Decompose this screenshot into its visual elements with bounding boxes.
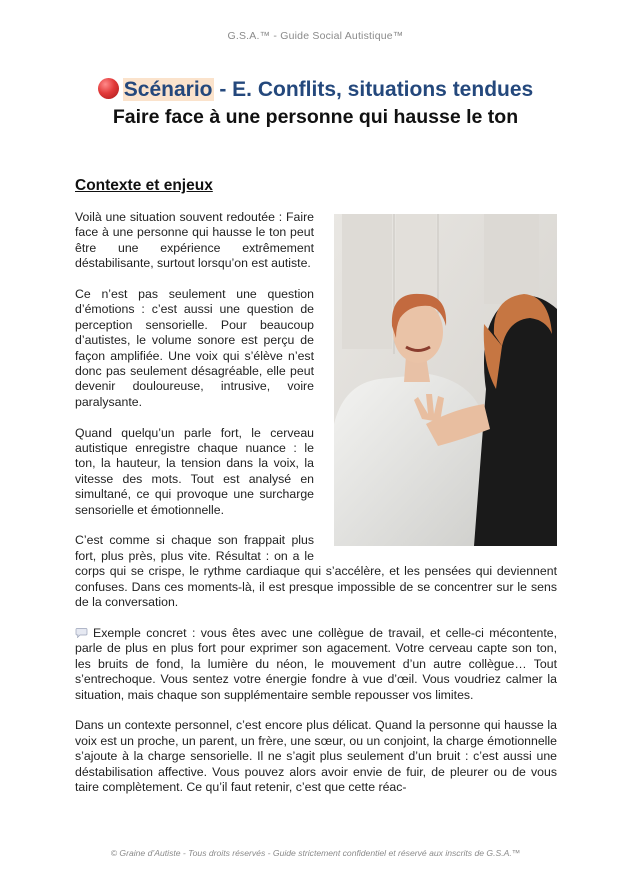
paragraph-3: Quand quelqu’un parle fort, le cerveau autistique enregistre chaque nuance : le ton, la hauteur, la tension dans la voix, la vitesse des mots. Tout est analysé en simultané, ce qui provoque une surcharge sensorielle et émotionnelle. [75,425,314,517]
page-header: G.S.A.™ - Guide Social Autistique™ [227,30,404,42]
paragraph-2: Ce n’est pas seulement une question d’émotions : c’est aussi une question de perception sensorielle. Pour beaucoup d’autistes, le volume sonore est perçu de façon amplifiée. Une voix qui s’élève n’est donc pas seulement désagréable, elle peut devenir douloureuse, intrusive, voire paralysante. [75,287,314,409]
red-circle-icon [98,78,119,99]
paragraph-5 [75,626,557,703]
body-text [75,210,557,811]
speech-bubble-icon [75,628,88,638]
conflict-photo-illustration [334,214,557,546]
page-subtitle: Faire face à une personne qui hausse le ton [112,106,519,128]
scenario-label: Scénario [123,78,213,101]
conflict-photo [334,214,557,546]
scenario-title [0,78,631,102]
scenario-category: - E. Conflits, situations tendues [213,78,534,101]
paragraph-6: Dans un contexte personnel, c’est encore plus délicat. Quand la personne qui hausse la voix est un proche, un parent, un frère, une sœur, ou un conjoint, la charge émotionnelle s’ajoute à la charge sensorielle. Il ne s’agit plus seulement d’un bruit : c’est aussi une déstabilisation affective. Vous pouvez alors avoir envie de fuir, de pleurer ou de vous taire complètement. Ce qu’il faut retenir, c’est que cette réac- [75,718,557,794]
paragraph-5-text: Exemple concret : vous êtes avec une collègue de travail, et celle-ci mécontente, parle de plus en plus fort pour exprimer son agacement. Votre cerveau capte son ton, les bruits de fond, la lumière du néon, le mouvement d’un autre collègue… Tout s’entrechoque. Vous sentez votre énergie fondre à vue d’œil. Vous voudriez calmer la situation, mais chaque son supplémentaire semble repousser vos limites. [75,625,557,702]
page-footer: © Graine d’Autiste - Tous droits réservés - Guide strictement confidentiel et réservé aux inscrits de G.S.A.™ [110,848,521,858]
section-heading: Contexte et enjeux [75,177,213,194]
paragraph-1: Voilà une situation souvent redoutée : Faire face à une personne qui hausse le ton peut être une expérience extrêmement déstabilisante, surtout lorsqu’on est autiste. [75,210,314,271]
paragraph-4: C’est comme si chaque son frappait plus fort, plus près, plus vite. Résultat : on a le corps qui se crispe, le rythme cardiaque qui s’accélère, et les pensées qui deviennent confuses. Dans ces moments-là, il est presque impossible de se concentrer sur le sens de la conversation. [75,533,557,610]
